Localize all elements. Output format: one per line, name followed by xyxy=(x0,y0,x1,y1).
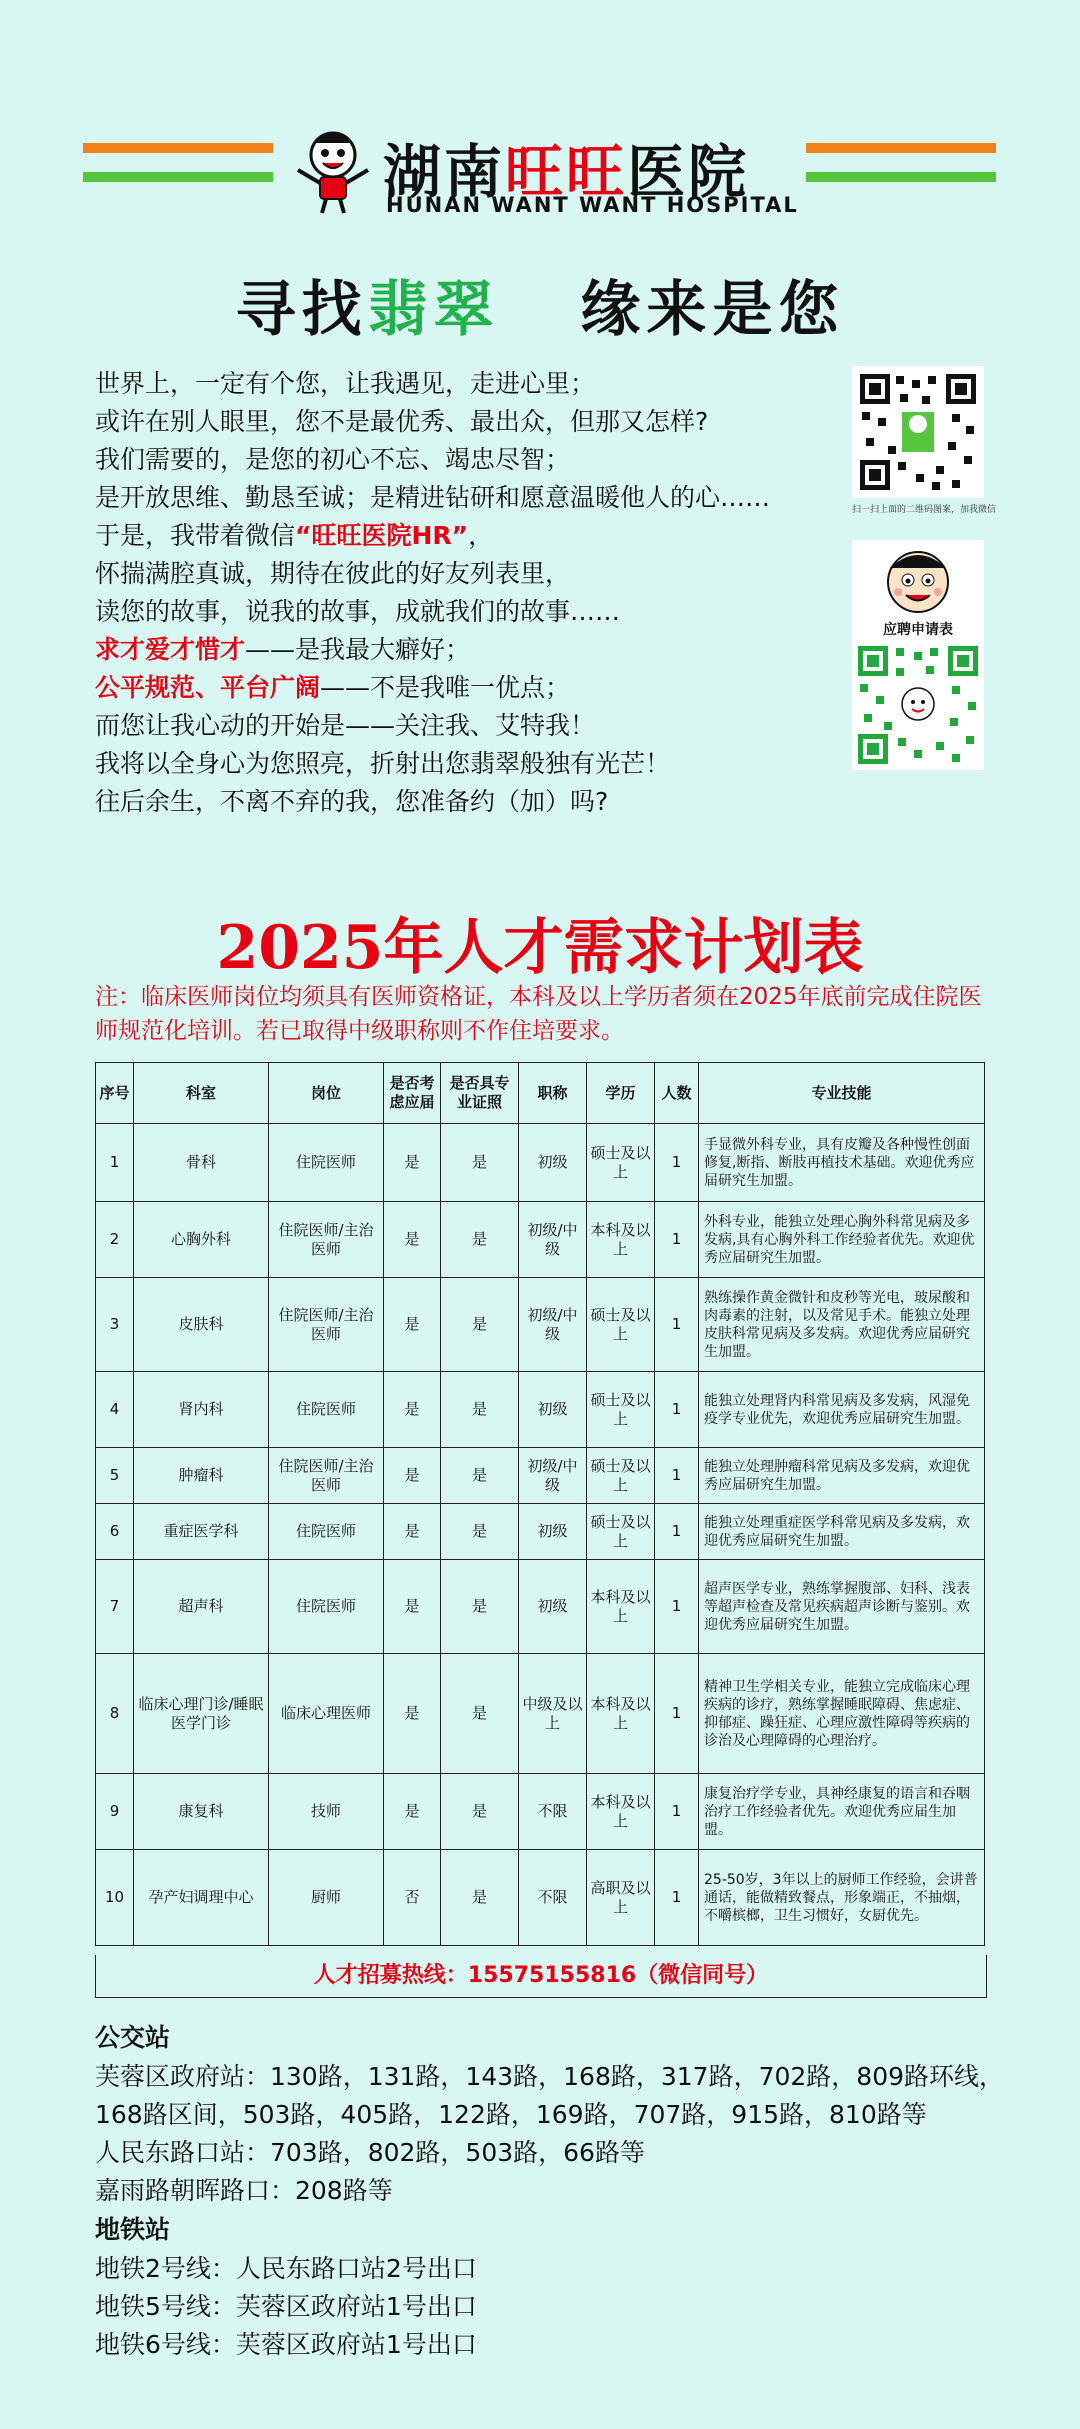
cell-license: 是 xyxy=(441,1850,519,1946)
cell-license: 是 xyxy=(441,1654,519,1774)
recruitment-table xyxy=(95,1062,985,1946)
cell-title: 中级及以上 xyxy=(519,1654,587,1774)
apply-mascot-icon xyxy=(852,540,984,620)
cell-position: 住院医师/主治医师 xyxy=(269,1448,384,1504)
recruitment-hotline[interactable]: 人才招募热线：15575155816（微信同号） xyxy=(95,1955,987,1998)
table-row xyxy=(96,1850,985,1946)
table-row xyxy=(96,1372,985,1448)
bus-line: 嘉雨路朝晖路口：208路等 xyxy=(95,2176,393,2205)
metro-line: 地铁6号线：芙蓉区政府站1号出口 xyxy=(95,2330,477,2359)
cell-position: 住院医师/主治医师 xyxy=(269,1278,384,1372)
poem-line: 求才爱才惜才——是我最大癖好； xyxy=(95,635,471,664)
page-title: 2025年人才需求计划表 xyxy=(216,913,864,983)
cell-fresh-grad: 是 xyxy=(384,1124,441,1202)
bus-line: 人民东路口站：703路，802路，503路，66路等 xyxy=(95,2138,645,2167)
cell-department: 皮肤科 xyxy=(134,1278,269,1372)
cell-skills: 手显微外科专业，具有皮瓣及各种慢性创面修复,断指、断肢再植技术基础。欢迎优秀应届研究生加盟。 xyxy=(699,1124,985,1202)
cell-fresh-grad: 否 xyxy=(384,1850,441,1946)
col-header: 科室 xyxy=(134,1063,269,1124)
cell-department: 康复科 xyxy=(134,1774,269,1850)
cell-skills: 25-50岁，3年以上的厨师工作经验，会讲普通话，能做精致餐点，形象端正，不抽烟，不嚼槟榔，卫生习惯好，女厨优先。 xyxy=(699,1850,985,1946)
cell-fresh-grad: 是 xyxy=(384,1278,441,1372)
cell-education: 硕士及以上 xyxy=(587,1448,655,1504)
cell-fresh-grad: 是 xyxy=(384,1372,441,1448)
cell-title: 初级 xyxy=(519,1372,587,1448)
cell-education: 硕士及以上 xyxy=(587,1504,655,1560)
cell-education: 硕士及以上 xyxy=(587,1372,655,1448)
poem-line: 读您的故事，说我的故事，成就我们的故事…… xyxy=(95,597,621,626)
apply-form-label: 应聘申请表 xyxy=(852,620,984,640)
cell-position: 住院医师 xyxy=(269,1124,384,1202)
transit-info xyxy=(95,2018,1055,2364)
cell-license: 是 xyxy=(441,1774,519,1850)
table-row xyxy=(96,1560,985,1654)
cell-education: 高职及以上 xyxy=(587,1850,655,1946)
cell-license: 是 xyxy=(441,1202,519,1278)
col-header: 是否具专业证照 xyxy=(441,1063,519,1124)
table-row xyxy=(96,1448,985,1504)
cell-index: 3 xyxy=(96,1278,134,1372)
cell-position: 住院医师 xyxy=(269,1560,384,1654)
cell-department: 肿瘤科 xyxy=(134,1448,269,1504)
wechat-id: “旺旺医院HR” xyxy=(295,521,469,550)
cell-title: 初级/中级 xyxy=(519,1202,587,1278)
cell-headcount: 1 xyxy=(655,1560,699,1654)
cell-index: 1 xyxy=(96,1124,134,1202)
table-row xyxy=(96,1124,985,1202)
cell-license: 是 xyxy=(441,1124,519,1202)
poem-line: 我们需要的，是您的初心不忘、竭忠尽智； xyxy=(95,445,571,474)
cell-department: 心胸外科 xyxy=(134,1202,269,1278)
table-row xyxy=(96,1202,985,1278)
table-row xyxy=(96,1278,985,1372)
cell-headcount: 1 xyxy=(655,1124,699,1202)
poem-line: 于是，我带着微信“旺旺医院HR”， xyxy=(95,521,494,550)
poem-line: 世界上，一定有个您，让我遇见，走进心里； xyxy=(95,369,596,398)
cell-headcount: 1 xyxy=(655,1774,699,1850)
cell-headcount: 1 xyxy=(655,1372,699,1448)
cell-education: 硕士及以上 xyxy=(587,1124,655,1202)
cell-department: 骨科 xyxy=(134,1124,269,1202)
poem-line: 怀揣满腔真诚，期待在彼此的好友列表里， xyxy=(95,559,571,588)
cell-headcount: 1 xyxy=(655,1202,699,1278)
cell-skills: 能独立处理肿瘤科常见病及多发病，欢迎优秀应届研究生加盟。 xyxy=(699,1448,985,1504)
stripe-orange-left xyxy=(83,143,273,153)
col-header: 职称 xyxy=(519,1063,587,1124)
slogan: 寻找翡翠 缘来是您 xyxy=(235,275,845,345)
apply-form-qr-code[interactable] xyxy=(852,640,984,770)
cell-skills: 超声医学专业，熟练掌握腹部、妇科、浅表等超声检查及常见疾病超声诊断与鉴别。欢迎优秀应届研究生加盟。 xyxy=(699,1560,985,1654)
cell-skills: 熟练操作黄金微针和皮秒等光电，玻尿酸和肉毒素的注射，以及常见手术。能独立处理皮肤科常见病及多发病。欢迎优秀应届研究生加盟。 xyxy=(699,1278,985,1372)
cell-fresh-grad: 是 xyxy=(384,1202,441,1278)
cell-headcount: 1 xyxy=(655,1850,699,1946)
cell-department: 重症医学科 xyxy=(134,1504,269,1560)
poem-line: 我将以全身心为您照亮，折射出您翡翠般独有光芒！ xyxy=(95,749,671,778)
cell-headcount: 1 xyxy=(655,1278,699,1372)
cell-department: 孕产妇调理中心 xyxy=(134,1850,269,1946)
cell-license: 是 xyxy=(441,1504,519,1560)
stripe-green-left xyxy=(83,172,273,182)
cell-position: 住院医师 xyxy=(269,1372,384,1448)
metro-line: 地铁5号线：芙蓉区政府站1号出口 xyxy=(95,2292,477,2321)
cell-title: 初级 xyxy=(519,1124,587,1202)
cell-headcount: 1 xyxy=(655,1504,699,1560)
cell-index: 6 xyxy=(96,1504,134,1560)
cell-index: 4 xyxy=(96,1372,134,1448)
poem-line: 而您让我心动的开始是——关注我、艾特我！ xyxy=(95,711,596,740)
cell-education: 本科及以上 xyxy=(587,1774,655,1850)
bus-line: 168路区间，503路，405路，122路，169路，707路，915路，810路等 xyxy=(95,2100,927,2129)
bus-line: 芙蓉区政府站：130路，131路，143路，168路，317路，702路，809路环线， xyxy=(95,2062,1005,2091)
cell-index: 10 xyxy=(96,1850,134,1946)
cell-index: 2 xyxy=(96,1202,134,1278)
cell-fresh-grad: 是 xyxy=(384,1448,441,1504)
cell-education: 本科及以上 xyxy=(587,1560,655,1654)
cell-fresh-grad: 是 xyxy=(384,1560,441,1654)
cell-title: 不限 xyxy=(519,1774,587,1850)
hospital-logo xyxy=(288,125,798,215)
cell-title: 不限 xyxy=(519,1850,587,1946)
cell-index: 9 xyxy=(96,1774,134,1850)
cell-license: 是 xyxy=(441,1448,519,1504)
cell-headcount: 1 xyxy=(655,1448,699,1504)
cell-title: 初级/中级 xyxy=(519,1278,587,1372)
cell-license: 是 xyxy=(441,1278,519,1372)
logo-subtitle: HUNAN WANT WANT HOSPITAL xyxy=(386,193,799,217)
cell-title: 初级 xyxy=(519,1560,587,1654)
stripe-green-right xyxy=(806,172,996,182)
table-row xyxy=(96,1654,985,1774)
cell-index: 8 xyxy=(96,1654,134,1774)
requirement-note: 注：临床医师岗位均须具有医师资格证，本科及以上学历者须在2025年底前完成住院医师规范化培训。若已取得中级职称则不作住培要求。 xyxy=(95,984,982,1044)
cell-education: 本科及以上 xyxy=(587,1654,655,1774)
poem-line: 往后余生，不离不弃的我，您准备约（加）吗? xyxy=(95,787,609,816)
col-header: 人数 xyxy=(655,1063,699,1124)
cell-department: 超声科 xyxy=(134,1560,269,1654)
cell-headcount: 1 xyxy=(655,1654,699,1774)
metro-line: 地铁2号线：人民东路口站2号出口 xyxy=(95,2254,477,2283)
col-header: 是否考虑应届 xyxy=(384,1063,441,1124)
cell-position: 厨师 xyxy=(269,1850,384,1946)
col-header: 学历 xyxy=(587,1063,655,1124)
metro-heading: 地铁站 xyxy=(95,2215,171,2244)
poem xyxy=(95,365,855,821)
cell-skills: 精神卫生学相关专业，能独立完成临床心理疾病的诊疗，熟练掌握睡眠障碍、焦虑症、抑郁症、躁狂症、心理应激性障碍等疾病的诊治及心理障碍的心理治疗。 xyxy=(699,1654,985,1774)
col-header: 专业技能 xyxy=(699,1063,985,1124)
cell-skills: 外科专业，能独立处理心胸外科常见病及多发病,具有心胸外科工作经验者优先。欢迎优秀应届研究生加盟。 xyxy=(699,1202,985,1278)
cell-position: 住院医师/主治医师 xyxy=(269,1202,384,1278)
cell-position: 技师 xyxy=(269,1774,384,1850)
cell-title: 初级 xyxy=(519,1504,587,1560)
cell-skills: 康复治疗学专业，具神经康复的语言和吞咽治疗工作经验者优先。欢迎优秀应届生加盟。 xyxy=(699,1774,985,1850)
cell-education: 本科及以上 xyxy=(587,1202,655,1278)
cell-fresh-grad: 是 xyxy=(384,1774,441,1850)
cell-fresh-grad: 是 xyxy=(384,1504,441,1560)
cell-position: 临床心理医师 xyxy=(269,1654,384,1774)
table-header-row xyxy=(96,1063,985,1124)
cell-license: 是 xyxy=(441,1560,519,1654)
cell-index: 7 xyxy=(96,1560,134,1654)
col-header: 序号 xyxy=(96,1063,134,1124)
cell-title: 初级/中级 xyxy=(519,1448,587,1504)
cell-skills: 能独立处理重症医学科常见病及多发病，欢迎优秀应届研究生加盟。 xyxy=(699,1504,985,1560)
cell-position: 住院医师 xyxy=(269,1504,384,1560)
mascot-icon xyxy=(288,125,378,215)
poem-line: 是开放思维、勤恳至诚；是精进钻研和愿意温暖他人的心…… xyxy=(95,483,771,512)
bus-heading: 公交站 xyxy=(95,2023,171,2052)
cell-license: 是 xyxy=(441,1372,519,1448)
cell-department: 临床心理门诊/睡眠医学门诊 xyxy=(134,1654,269,1774)
cell-education: 硕士及以上 xyxy=(587,1278,655,1372)
wechat-qr-code[interactable] xyxy=(852,366,984,498)
poem-line: 或许在别人眼里，您不是最优秀、最出众，但那又怎样? xyxy=(95,407,709,436)
qr-caption: 扫一扫上面的二维码图案，加我微信 xyxy=(852,505,997,515)
poem-line: 公平规范、平台广阔——不是我唯一优点； xyxy=(95,673,571,702)
cell-skills: 能独立处理肾内科常见病及多发病，风湿免疫学专业优先，欢迎优秀应届研究生加盟。 xyxy=(699,1372,985,1448)
table-row xyxy=(96,1504,985,1560)
table-row xyxy=(96,1774,985,1850)
cell-department: 肾内科 xyxy=(134,1372,269,1448)
cell-index: 5 xyxy=(96,1448,134,1504)
col-header: 岗位 xyxy=(269,1063,384,1124)
logo-title: 湖南旺旺医院 xyxy=(383,138,750,206)
stripe-orange-right xyxy=(806,143,996,153)
cell-fresh-grad: 是 xyxy=(384,1654,441,1774)
